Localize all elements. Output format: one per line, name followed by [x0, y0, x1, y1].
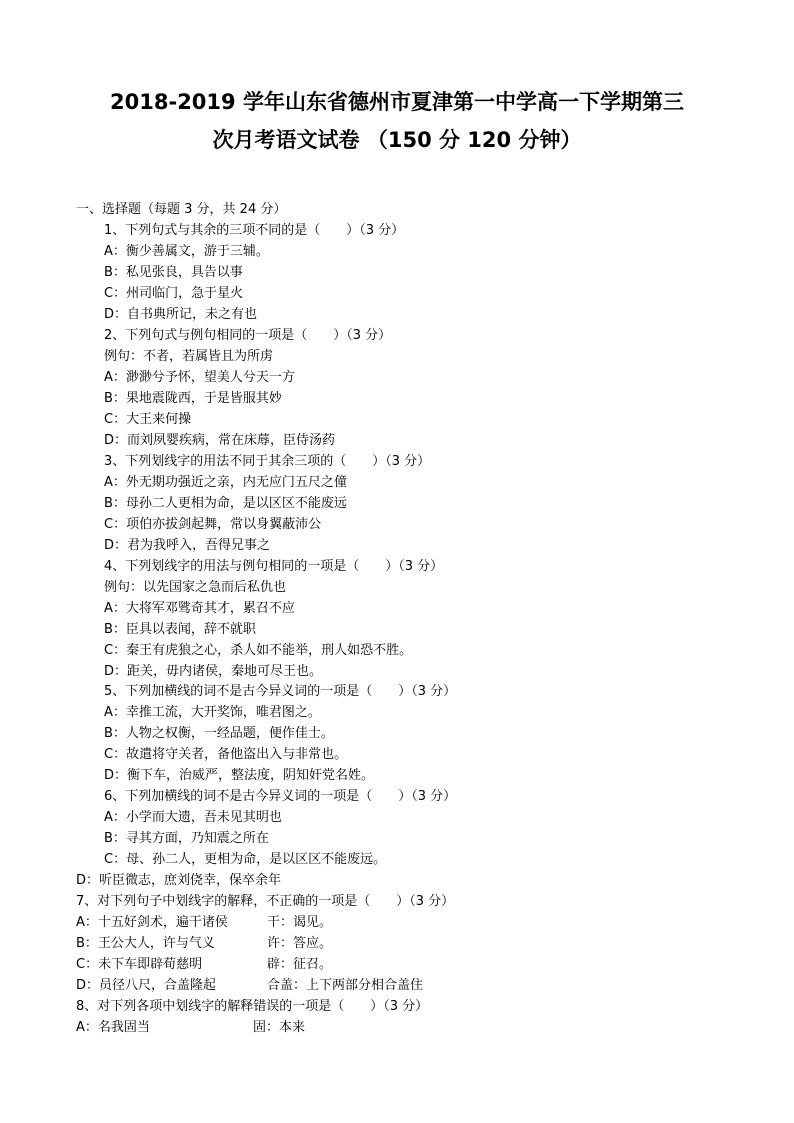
option-line: C：母、孙二人，更相为命，是以区区不能废远。: [104, 852, 387, 867]
example-line: 例句：以先国家之急而后私仇也: [104, 580, 287, 595]
question-stem: 5、下列加横线的词不是古今异义词的一项是（ ）（3 分）: [104, 684, 457, 699]
option-text: A：十五好剑术，遍干诸侯: [76, 915, 228, 930]
option-line: C：故遣将守关者，备他盗出入与非常也。: [104, 747, 348, 762]
option-text: C：未下车即辟荀慈明: [76, 957, 203, 972]
option-line: D：自书典所记，未之有也: [104, 307, 258, 322]
option-line: [76, 976, 424, 995]
question-stem: 8、对下列各项中划线字的解释错误的一项是（ ）（3 分）: [76, 999, 429, 1014]
option-line: C：项伯亦拔剑起舞，常以身翼蔽沛公: [104, 517, 322, 532]
option-line: A：衡少善属文，游于三辅。: [104, 244, 269, 259]
gloss-text: 干：谒见。: [267, 915, 333, 930]
option-text: D：员径八尺，合盖隆起: [76, 978, 217, 993]
question-stem: 2、下列句式与例句相同的一项是（ ）（3 分）: [104, 328, 392, 343]
option-line: [76, 955, 333, 974]
option-line: D：衡下车，治威严，整法度，阴知奸党名姓。: [104, 768, 375, 783]
question-stem: 7、对下列句子中划线字的解释，不正确的一项是（ ）（3 分）: [76, 894, 455, 909]
question-stem: 4、下列划线字的用法与例句相同的一项是（ ）（3 分）: [104, 559, 444, 574]
option-line: C：秦王有虎狼之心，杀人如不能举，刑人如恐不胜。: [104, 643, 413, 658]
question-stem: 1、下列句式与其余的三项不同的是（ ）（3 分）: [104, 223, 405, 238]
question-stem: 3、下列划线字的用法不同于其余三项的（ ）（3 分）: [104, 454, 431, 469]
example-line: 例句：不者，若属皆且为所虏: [104, 349, 274, 364]
option-line: [76, 1018, 306, 1037]
option-line: A：幸推工流，大开奖饰，唯君图之。: [104, 705, 321, 720]
option-line: B：臣具以表闻，辞不就职: [104, 622, 256, 637]
gloss-text: 合盖：上下两部分相合盖住: [267, 978, 424, 993]
title-line-1: 2018-2019 学年山东省德州市夏津第一中学高一下学期第三: [110, 90, 684, 114]
option-line: C：州司临门，急于星火: [104, 286, 244, 301]
title-line-2: 次月考语文试卷 （150 分 120 分钟）: [212, 128, 582, 152]
option-line: A：大将军邓骘奇其才，累召不应: [104, 601, 295, 616]
option-line: B：人物之权衡，一经品题，便作佳士。: [104, 726, 334, 741]
option-line: C：大王来何操: [104, 412, 192, 427]
option-text: A：名我固当: [76, 1020, 150, 1035]
option-line: D：听臣微志，庶刘侥幸，保卒余年: [76, 873, 282, 888]
option-line: A：渺渺兮予怀，望美人兮天一方: [104, 370, 295, 385]
section-heading: 一、选择题（每题 3 分，共 24 分）: [76, 202, 287, 217]
option-line: A：外无期功强近之亲，内无应门五尺之僮: [104, 475, 347, 490]
gloss-text: 固：本来: [253, 1020, 306, 1035]
option-line: D：而刘夙婴疾病，常在床蓐，臣侍汤药: [104, 433, 336, 448]
option-line: D：距关，毋内诸侯，秦地可尽王也。: [104, 664, 323, 679]
option-line: B：私见张良，具告以事: [104, 265, 243, 280]
question-stem: 6、下列加横线的词不是古今异义词的一项是（ ）（3 分）: [104, 789, 457, 804]
option-line: B：寻其方面，乃知震之所在: [104, 831, 269, 846]
gloss-text: 许：答应。: [267, 936, 333, 951]
option-line: A：小学而大遗，吾未见其明也: [104, 810, 282, 825]
option-line: [76, 913, 333, 932]
option-line: [76, 934, 333, 953]
option-text: B：王公大人，许与气义: [76, 936, 215, 951]
option-line: D：君为我呼入，吾得兄事之: [104, 538, 271, 553]
gloss-text: 辟：征召。: [267, 957, 333, 972]
option-line: B：母孙二人更相为命，是以区区不能废远: [104, 496, 347, 511]
option-line: B：果地震陇西，于是皆服其妙: [104, 391, 282, 406]
